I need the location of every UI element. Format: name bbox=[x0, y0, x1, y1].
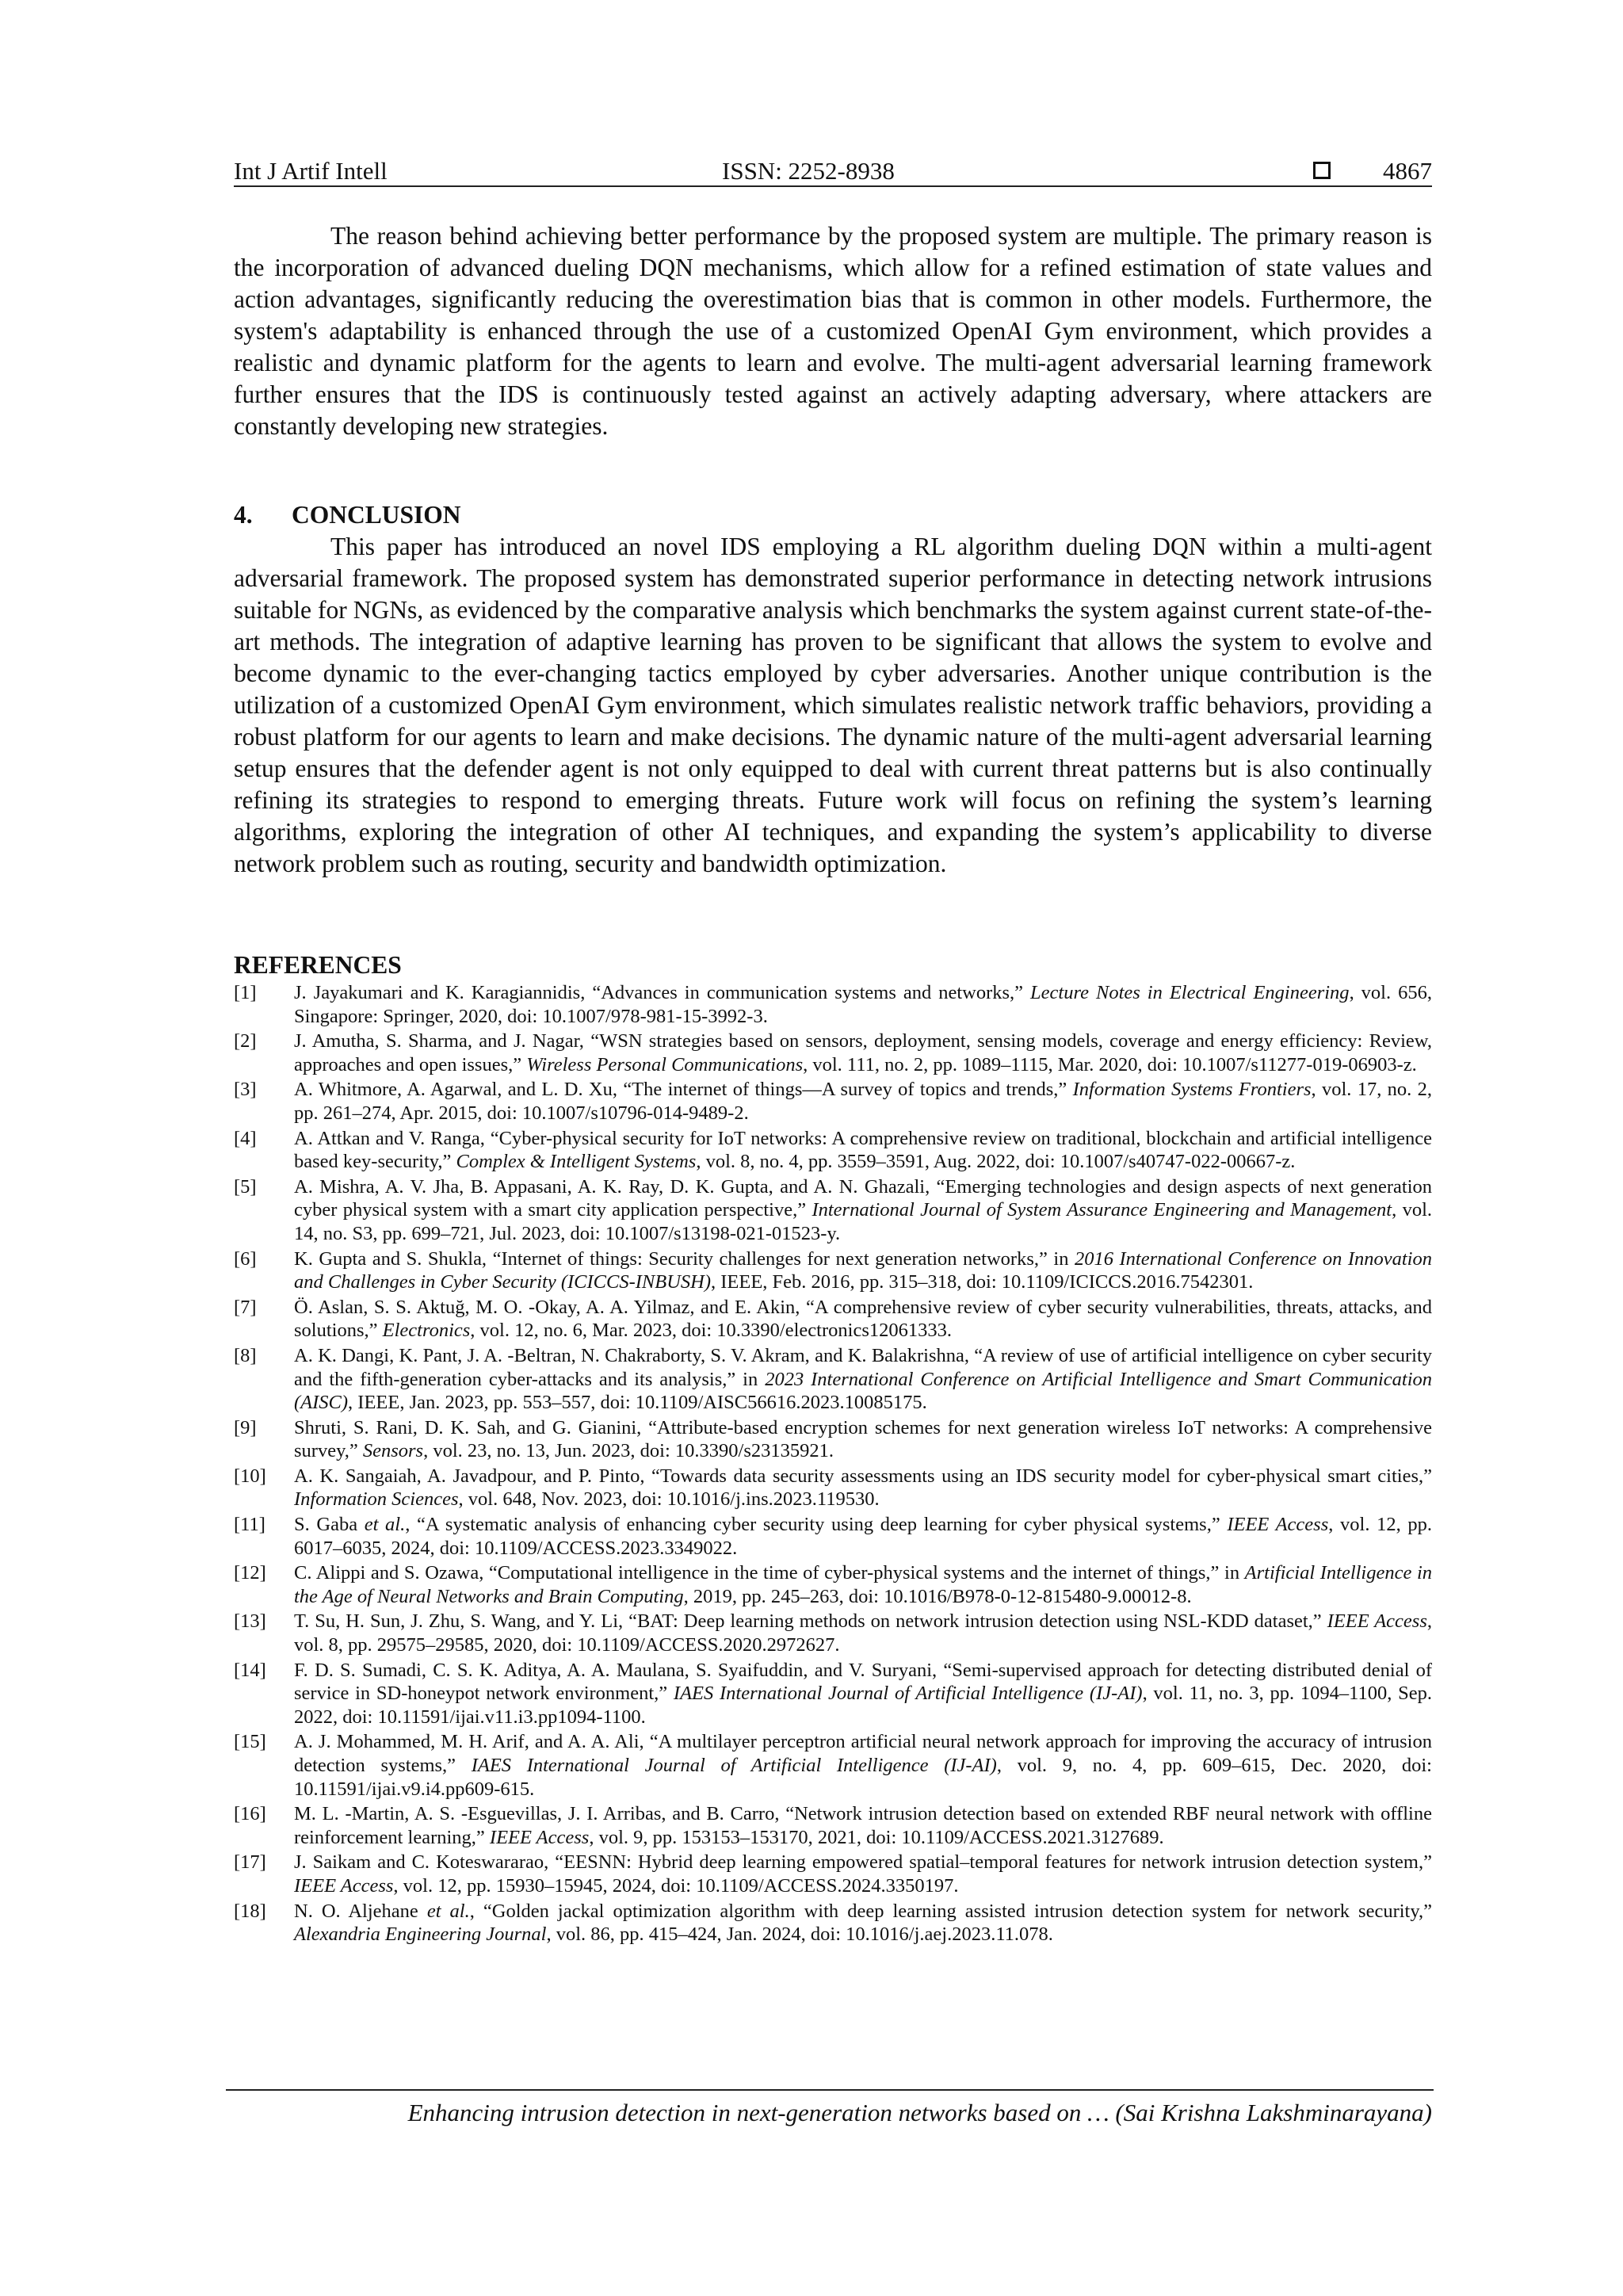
reference-list bbox=[234, 981, 1432, 1946]
discussion-paragraph: The reason behind achieving better performance by the proposed system are multiple. The primary reason is the incorporation of advanced dueling DQN mechanisms, which allow for a refined estimation of state values and action advantages, significantly reducing the overestimation bias that is common in other models. Furthermore, the system's adaptability is enhanced through the use of a customized OpenAI Gym environment, which provides a realistic and dynamic platform for the agents to learn and evolve. The multi-agent adversarial learning framework further ensures that the IDS is continuously tested against an actively adapting adversary, where attackers are constantly developing new strategies. bbox=[234, 222, 1432, 440]
reference-venue: IEEE Access bbox=[294, 1874, 394, 1897]
reference-item bbox=[234, 1296, 1432, 1343]
reference-text: C. Alippi and S. Ozawa, “Computational intelligence in the time of cyber-physical systems and the internet of things,” in bbox=[294, 1562, 1245, 1584]
reference-venue: International Journal of System Assurance Engineering and Management bbox=[812, 1199, 1392, 1221]
page-number: 4867 bbox=[1383, 157, 1432, 185]
paper-page bbox=[234, 157, 1432, 1948]
reference-number: [13] bbox=[234, 1610, 266, 1633]
reference-number: [7] bbox=[234, 1296, 257, 1318]
reference-text: , 2019, pp. 245–263, doi: 10.1016/B978-0-12-815480-9.00012-8. bbox=[683, 1585, 1192, 1607]
reference-item bbox=[234, 1247, 1432, 1294]
reference-number: [12] bbox=[234, 1562, 266, 1584]
reference-text: , vol. 17, no. 2, pp. 261–274, Apr. 2015, doi: 10.1007/s10796-014-9489-2. bbox=[294, 1079, 1433, 1124]
reference-number: [4] bbox=[234, 1127, 257, 1149]
reference-text: , “A systematic analysis of enhancing cyber security using deep learning for cyber physical systems,” bbox=[405, 1514, 1228, 1536]
reference-number: [11] bbox=[234, 1514, 265, 1536]
running-header bbox=[234, 157, 1432, 187]
footer-rule bbox=[226, 2089, 1434, 2091]
reference-venue: IEEE Access bbox=[1227, 1514, 1329, 1536]
reference-text: Ö. Aslan, S. S. Aktuğ, M. O. -Okay, A. A. Yilmaz, and E. Akin, “A comprehensive review of cyber security vulnerabilities, threats, attacks, and solutions,” bbox=[294, 1296, 1432, 1342]
reference-venue: IEEE Access bbox=[1327, 1610, 1427, 1633]
reference-item bbox=[234, 1416, 1432, 1463]
reference-item bbox=[234, 1175, 1432, 1246]
reference-text: A. K. Sangaiah, A. Javadpour, and P. Pinto, “Towards data security assessments using an IDS security model for cyber-physical smart cities,” bbox=[294, 1465, 1432, 1487]
reference-text: N. O. Aljehane bbox=[294, 1900, 427, 1922]
reference-text: , vol. 12, no. 6, Mar. 2023, doi: 10.3390/electronics12061333. bbox=[470, 1320, 952, 1342]
reference-item bbox=[234, 1561, 1432, 1608]
reference-venue: 2023 International Conference on Artificial Intelligence and Smart Communication (AISC) bbox=[294, 1368, 1432, 1414]
journal-name: Int J Artif Intell bbox=[234, 157, 388, 185]
reference-text: Shruti, S. Rani, D. K. Sah, and G. Gianini, “Attribute-based encryption schemes for next generation wireless IoT networks: A comprehensive survey,” bbox=[294, 1416, 1432, 1462]
reference-item bbox=[234, 1730, 1432, 1801]
reference-text: M. L. -Martin, A. S. -Esguevillas, J. I. Arribas, and B. Carro, “Network intrusion detection based on extended RBF neural network with offline reinforcement learning,” bbox=[294, 1803, 1432, 1848]
issn: ISSN: 2252-8938 bbox=[722, 157, 895, 185]
reference-number: [10] bbox=[234, 1465, 266, 1487]
reference-venue: IEEE Access bbox=[489, 1826, 590, 1848]
reference-text: , vol. 8, no. 4, pp. 3559–3591, Aug. 2022, doi: 10.1007/s40747-022-00667-z. bbox=[696, 1151, 1296, 1173]
section-title: CONCLUSION bbox=[292, 501, 461, 529]
reference-text: A. Mishra, A. V. Jha, B. Appasani, A. K. Ray, D. K. Gupta, and A. N. Ghazali, “Emerging technologies and design aspects of next generation cyber physical system with a smart city application perspective,” bbox=[294, 1175, 1432, 1221]
reference-text: F. D. S. Sumadi, C. S. K. Aditya, A. A. Maulana, S. Syaifuddin, and V. Suryani, “Semi-supervised approach for detecting distributed denial of service in SD-honeypot network environment,” bbox=[294, 1659, 1432, 1705]
reference-item bbox=[234, 981, 1432, 1028]
reference-text: , vol. 9, pp. 153153–153170, 2021, doi: 10.1109/ACCESS.2021.3127689. bbox=[589, 1826, 1164, 1848]
reference-text: , vol. 648, Nov. 2023, doi: 10.1016/j.ins.2023.119530. bbox=[458, 1488, 880, 1511]
reference-number: [15] bbox=[234, 1731, 266, 1753]
reference-item bbox=[234, 1078, 1432, 1125]
reference-text: J. Jayakumari and K. Karagiannidis, “Advances in communication systems and networks,” bbox=[294, 982, 1031, 1003]
reference-text: J. Saikam and C. Koteswararao, “EESNN: Hybrid deep learning empowered spatial–temporal features for network intrusion detection system,” bbox=[294, 1851, 1432, 1874]
reference-item bbox=[234, 1610, 1432, 1656]
reference-text: , vol. 23, no. 13, Jun. 2023, doi: 10.3390/s23135921. bbox=[423, 1440, 834, 1462]
reference-text: S. Gaba bbox=[294, 1514, 365, 1536]
reference-number: [3] bbox=[234, 1079, 257, 1101]
reference-item bbox=[234, 1127, 1432, 1174]
reference-number: [2] bbox=[234, 1030, 257, 1052]
reference-venue: Electronics bbox=[382, 1320, 471, 1342]
reference-text: T. Su, H. Sun, J. Zhu, S. Wang, and Y. Li, “BAT: Deep learning methods on network intrusion detection using NSL-KDD dataset,” bbox=[294, 1610, 1327, 1633]
reference-number: [9] bbox=[234, 1416, 257, 1438]
reference-text: , vol. 656, Singapore: Springer, 2020, doi: 10.1007/978-981-15-3992-3. bbox=[294, 982, 1432, 1027]
reference-item bbox=[234, 1344, 1432, 1415]
reference-venue: Information Sciences bbox=[294, 1488, 459, 1511]
reference-item bbox=[234, 1513, 1432, 1560]
reference-number: [8] bbox=[234, 1344, 257, 1366]
reference-venue: et al. bbox=[364, 1514, 406, 1536]
reference-text: K. Gupta and S. Shukla, “Internet of things: Security challenges for next generation networks,” in bbox=[294, 1247, 1075, 1270]
reference-text: , IEEE, Feb. 2016, pp. 315–318, doi: 10.1109/ICICCS.2016.7542301. bbox=[710, 1271, 1254, 1293]
conclusion-paragraph: This paper has introduced an novel IDS employing a RL algorithm dueling DQN within a multi-agent adversarial framework. The proposed system has demonstrated superior performance in detecting network intrusions suitable for NGNs, as evidenced by the comparative analysis which benchmarks the system against current state-of-the-art methods. The integration of adaptive learning has proven to be significant that allows the system to evolve and become dynamic to the ever-changing tactics employed by cyber adversaries. Another unique contribution is the utilization of a customized OpenAI Gym environment, which simulates realistic network traffic behaviors, providing a robust platform for our agents to learn and make decisions. The dynamic nature of the multi-agent adversarial learning setup ensures that the defender agent is not only equipped to deal with current threat patterns but is also continually refining its strategies to respond to emerging threats. Future work will focus on refining the system’s learning algorithms, exploring the integration of other AI techniques, and expanding the system’s applicability to diverse network problem such as routing, security and bandwidth optimization. bbox=[234, 533, 1432, 877]
reference-venue: Lecture Notes in Electrical Engineering bbox=[1030, 982, 1350, 1003]
reference-number: [14] bbox=[234, 1659, 266, 1681]
reference-venue: 2016 International Conference on Innovation and Challenges in Cyber Security (ICICCS-INBUSH) bbox=[294, 1247, 1432, 1293]
reference-venue: Artificial Intelligence in the Age of Neural Networks and Brain Computing bbox=[294, 1562, 1433, 1607]
reference-number: [17] bbox=[234, 1851, 266, 1874]
reference-venue: IAES International Journal of Artificial Intelligence (IJ-AI) bbox=[673, 1683, 1143, 1705]
reference-venue: Wireless Personal Communications bbox=[526, 1053, 804, 1075]
reference-text: A. Attkan and V. Ranga, “Cyber-physical security for IoT networks: A comprehensive review on traditional, blockchain and artificial intelligence based key-security,” bbox=[294, 1127, 1432, 1173]
reference-item bbox=[234, 1659, 1432, 1729]
reference-text: , vol. 9, no. 4, pp. 609–615, Dec. 2020, doi: 10.11591/ijai.v9.i4.pp609-615. bbox=[294, 1755, 1432, 1800]
reference-venue: et al. bbox=[426, 1900, 470, 1922]
section-heading-conclusion bbox=[234, 499, 1432, 531]
reference-text: , vol. 111, no. 2, pp. 1089–1115, Mar. 2020, doi: 10.1007/s11277-019-06903-z. bbox=[803, 1053, 1417, 1075]
reference-text: A. J. Mohammed, M. H. Arif, and A. A. Ali, “A multilayer perceptron artificial neural network approach for improving the accuracy of intrusion detection systems,” bbox=[294, 1731, 1432, 1776]
reference-item bbox=[234, 1802, 1432, 1849]
reference-number: [1] bbox=[234, 982, 257, 1003]
reference-text: , vol. 8, pp. 29575–29585, 2020, doi: 10.1109/ACCESS.2020.2972627. bbox=[294, 1610, 1432, 1656]
reference-item bbox=[234, 1851, 1432, 1897]
reference-venue: Sensors bbox=[362, 1440, 424, 1462]
reference-text: , vol. 14, no. S3, pp. 699–721, Jul. 2023, doi: 10.1007/s13198-021-01523-y. bbox=[294, 1199, 1433, 1244]
square-box-icon bbox=[1313, 162, 1331, 179]
reference-item bbox=[234, 1465, 1432, 1511]
reference-venue: IAES International Journal of Artificial Intelligence (IJ-AI) bbox=[471, 1755, 997, 1776]
reference-text: J. Amutha, S. Sharma, and J. Nagar, “WSN strategies based on sensors, deployment, sensing models, coverage and energy efficiency: Review, approaches and open issues,” bbox=[294, 1030, 1432, 1075]
reference-number: [6] bbox=[234, 1247, 257, 1270]
reference-text: A. K. Dangi, K. Pant, J. A. -Beltran, N. Chakraborty, S. V. Akram, and K. Balakrishna, “A review of use of artificial intelligence on cyber security and the fifth-generation cyber-attacks and its analysis,” in bbox=[294, 1344, 1432, 1390]
reference-number: [5] bbox=[234, 1175, 257, 1198]
reference-text: , vol. 86, pp. 415–424, Jan. 2024, doi: 10.1016/j.aej.2023.11.078. bbox=[546, 1924, 1053, 1946]
section-number: 4. bbox=[234, 501, 253, 529]
reference-text: , vol. 11, no. 3, pp. 1094–1100, Sep. 2022, doi: 10.11591/ijai.v11.i3.pp1094-1100. bbox=[294, 1683, 1432, 1728]
reference-venue: Information Systems Frontiers bbox=[1072, 1079, 1312, 1101]
reference-number: [16] bbox=[234, 1803, 266, 1825]
reference-text: , vol. 12, pp. 15930–15945, 2024, doi: 10.1109/ACCESS.2024.3350197. bbox=[393, 1874, 959, 1897]
references-heading: REFERENCES bbox=[234, 951, 402, 979]
reference-item bbox=[234, 1900, 1432, 1946]
reference-text: , vol. 12, pp. 6017–6035, 2024, doi: 10.1109/ACCESS.2023.3349022. bbox=[294, 1514, 1432, 1559]
running-footer: Enhancing intrusion detection in next-generation networks based on … (Sai Krishna Lakshminarayana) bbox=[407, 2099, 1432, 2126]
reference-text: , IEEE, Jan. 2023, pp. 553–557, doi: 10.1109/AISC56616.2023.10085175. bbox=[348, 1392, 927, 1414]
reference-text: , “Golden jackal optimization algorithm with deep learning assisted intrusion detection system for network security,” bbox=[469, 1900, 1433, 1922]
reference-text: A. Whitmore, A. Agarwal, and L. D. Xu, “The internet of things—A survey of topics and trends,” bbox=[294, 1079, 1073, 1101]
reference-venue: Complex & Intelligent Systems bbox=[456, 1151, 697, 1173]
reference-number: [18] bbox=[234, 1900, 266, 1922]
reference-venue: Alexandria Engineering Journal bbox=[294, 1924, 547, 1946]
reference-item bbox=[234, 1030, 1432, 1076]
